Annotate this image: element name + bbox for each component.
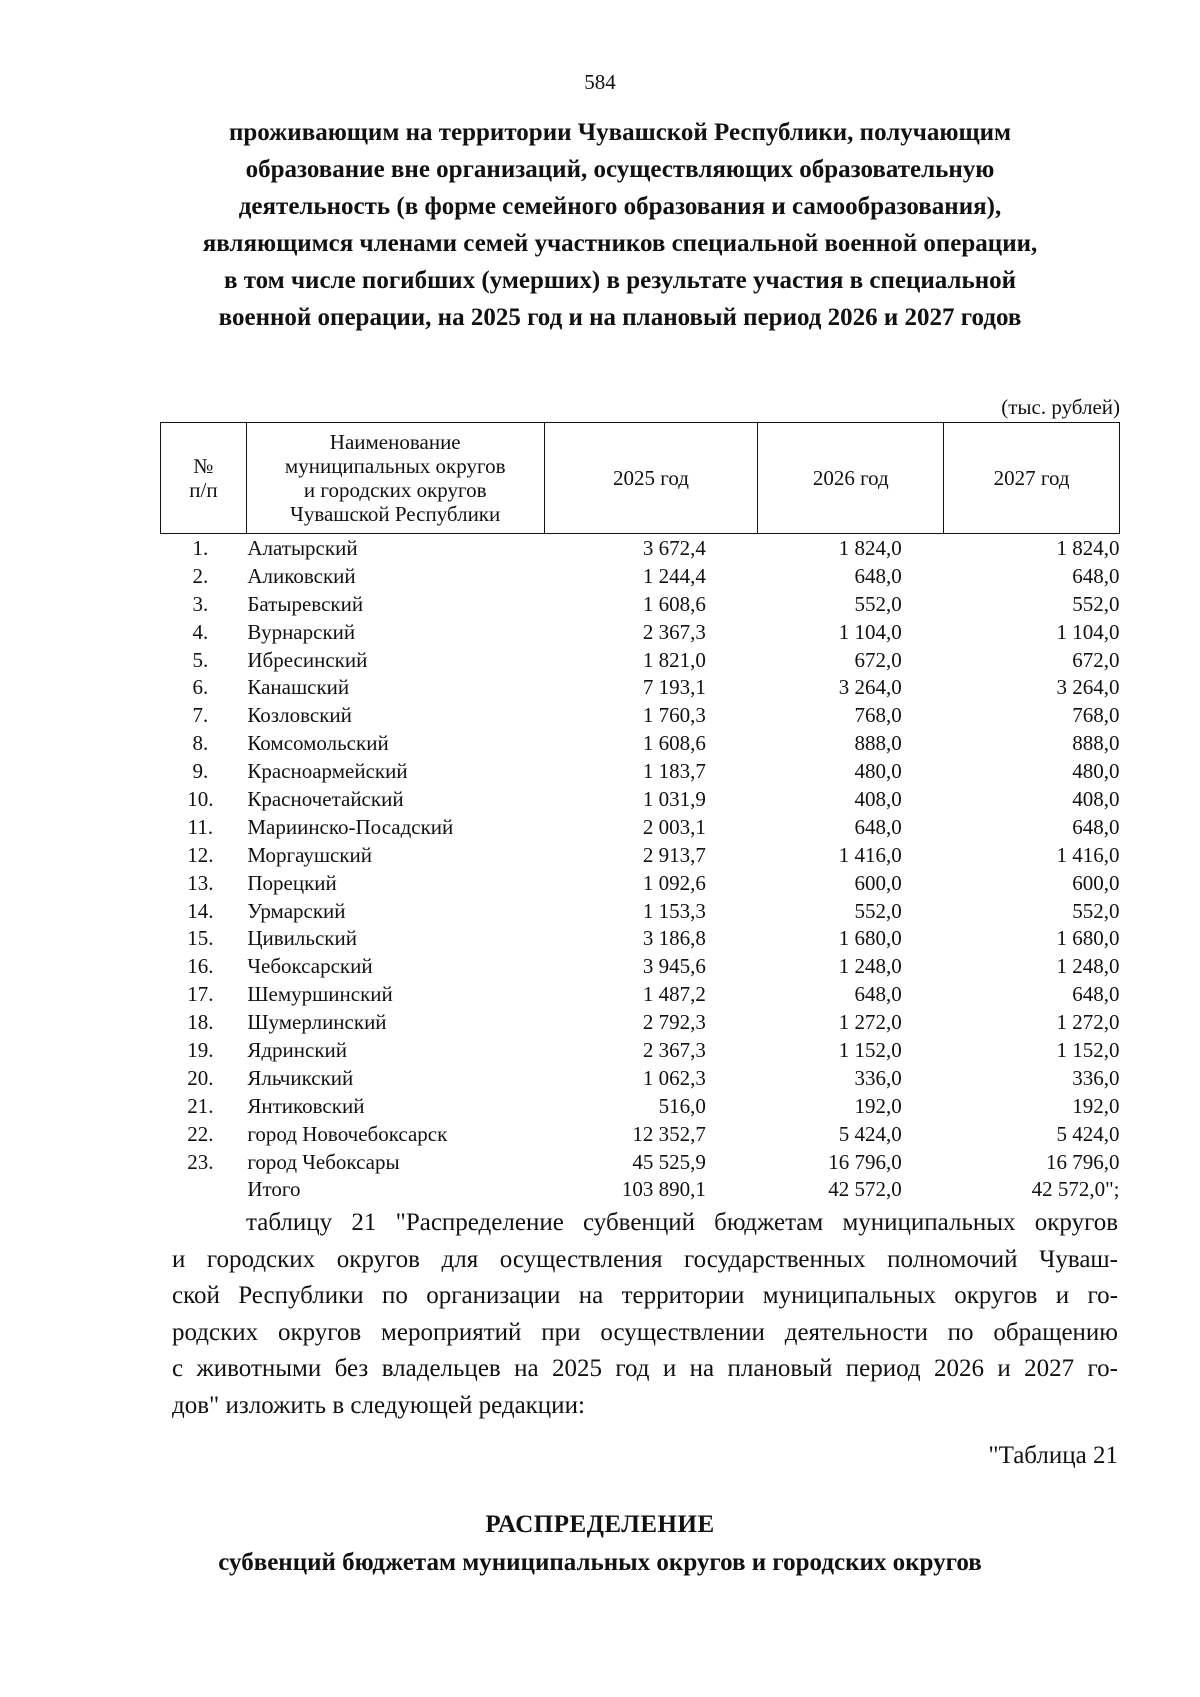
cell-num: 14. bbox=[187, 898, 214, 923]
cell-v2026: 648,0 bbox=[854, 563, 902, 588]
cell-v2027: 1 272,0 bbox=[1056, 1010, 1120, 1035]
table-row bbox=[161, 729, 1120, 757]
table-row bbox=[161, 673, 1120, 701]
table-body bbox=[161, 534, 1120, 1204]
table-row bbox=[161, 1064, 1120, 1092]
table-header-row bbox=[161, 423, 1120, 534]
body-line: с животными без владельцев на 2025 год и на плановый период 2026 и 2027 го- bbox=[172, 1355, 1118, 1382]
cell-v2025: 1 031,9 bbox=[642, 786, 706, 811]
table-row bbox=[161, 590, 1120, 618]
heading-line: являющимся членами семей участников специальной военной операции, bbox=[202, 230, 1038, 257]
heading-line: образование вне организаций, осуществляющих образовательную bbox=[245, 156, 995, 183]
cell-name: Красноармейский bbox=[247, 759, 408, 784]
heading-line: военной операции, на 2025 год и на плановый период 2026 и 2027 годов bbox=[218, 304, 1022, 331]
cell-v2026: 3 264,0 bbox=[838, 675, 902, 700]
header-number-abbr: п/п bbox=[189, 478, 218, 502]
cell-v2025: 1 092,6 bbox=[642, 870, 706, 895]
header-2026: 2026 год bbox=[758, 423, 944, 534]
cell-v2025: 7 193,1 bbox=[642, 675, 706, 700]
table-row bbox=[161, 646, 1120, 674]
cell-v2025: 3 945,6 bbox=[642, 954, 706, 979]
header-2027: 2027 год bbox=[944, 423, 1120, 534]
table-row bbox=[161, 1148, 1120, 1176]
cell-v2025: 1 608,6 bbox=[642, 731, 706, 756]
cell-num: 23. bbox=[187, 1149, 214, 1174]
cell-name: город Чебоксары bbox=[247, 1149, 400, 1174]
heading-line: деятельность (в форме семейного образования и самообразования), bbox=[238, 193, 1002, 220]
cell-v2026: 1 248,0 bbox=[838, 954, 902, 979]
cell-v2026: 600,0 bbox=[854, 870, 902, 895]
cell-num: 8. bbox=[192, 731, 209, 756]
table-row bbox=[161, 1008, 1120, 1036]
cell-v2027: 480,0 bbox=[1072, 759, 1120, 784]
cell-name: Янтиковский bbox=[247, 1093, 365, 1118]
table-row bbox=[161, 897, 1120, 925]
cell-name: Чебоксарский bbox=[247, 954, 373, 979]
body-paragraph bbox=[172, 1205, 1118, 1424]
table-reference: "Таблица 21 bbox=[988, 1442, 1118, 1469]
cell-v2027: 1 104,0 bbox=[1056, 619, 1120, 644]
cell-name: Алатырский bbox=[247, 535, 358, 560]
cell-v2027: 648,0 bbox=[1072, 982, 1120, 1007]
section-title: РАСПРЕДЕЛЕНИЕ bbox=[485, 1511, 715, 1538]
cell-v2027: 600,0 bbox=[1072, 870, 1120, 895]
cell-v2026: 888,0 bbox=[854, 731, 902, 756]
heading-line: в том числе погибших (умерших) в результате участия в специальной bbox=[223, 267, 1017, 294]
total-v2026: 42 572,0 bbox=[828, 1177, 902, 1202]
cell-v2026: 1 152,0 bbox=[838, 1037, 902, 1062]
cell-name: Ядринский bbox=[247, 1037, 348, 1062]
cell-name: Порецкий bbox=[247, 870, 337, 895]
header-number bbox=[161, 423, 247, 534]
header-name-line: Наименование bbox=[329, 430, 461, 454]
cell-v2025: 1 608,6 bbox=[642, 591, 706, 616]
table-row bbox=[161, 785, 1120, 813]
table-row bbox=[161, 534, 1120, 562]
table-row bbox=[161, 757, 1120, 785]
cell-name: Шемуршинский bbox=[247, 982, 393, 1007]
total-row bbox=[161, 1175, 1120, 1203]
cell-name: Ибресинский bbox=[247, 647, 368, 672]
body-line: родских округов мероприятий при осуществлении деятельности по обращению bbox=[172, 1318, 1118, 1346]
section-subtitle: субвенций бюджетам муниципальных округов и городских округов bbox=[218, 1549, 982, 1576]
cell-v2027: 1 248,0 bbox=[1056, 954, 1120, 979]
cell-v2026: 16 796,0 bbox=[828, 1149, 902, 1174]
header-name-line: Чувашской Республики bbox=[290, 502, 501, 526]
cell-num: 4. bbox=[192, 619, 209, 644]
cell-v2027: 1 416,0 bbox=[1056, 842, 1120, 867]
cell-num bbox=[161, 1175, 247, 1203]
cell-num: 19. bbox=[187, 1037, 214, 1062]
body-line: таблицу 21 "Распределение субвенций бюджетам муниципальных округов bbox=[246, 1209, 1118, 1236]
cell-name: Вурнарский bbox=[247, 619, 356, 644]
cell-v2027: 648,0 bbox=[1072, 814, 1120, 839]
table-row bbox=[161, 701, 1120, 729]
header-number-symbol: № bbox=[193, 454, 214, 478]
cell-v2027: 16 796,0 bbox=[1046, 1149, 1120, 1174]
cell-v2025: 1 062,3 bbox=[642, 1065, 706, 1090]
table-row bbox=[161, 1120, 1120, 1148]
cell-num: 1. bbox=[192, 535, 209, 560]
cell-v2027: 1 680,0 bbox=[1056, 926, 1120, 951]
body-line: и городских округов для осуществления государственных полномочий Чуваш- bbox=[172, 1245, 1118, 1273]
table-row bbox=[161, 1036, 1120, 1064]
cell-v2027: 408,0 bbox=[1072, 786, 1120, 811]
cell-v2026: 648,0 bbox=[854, 814, 902, 839]
cell-v2026: 408,0 bbox=[854, 786, 902, 811]
cell-num: 16. bbox=[187, 954, 214, 979]
cell-name: Батыревский bbox=[247, 591, 364, 616]
cell-v2025: 1 760,3 bbox=[642, 703, 706, 728]
cell-v2025: 1 183,7 bbox=[642, 759, 706, 784]
table-row bbox=[161, 980, 1120, 1008]
header-name-line: муниципальных округов bbox=[284, 454, 506, 478]
cell-v2025: 1 821,0 bbox=[642, 647, 706, 672]
cell-name: Цивильский bbox=[247, 926, 357, 951]
body-line: дов" изложить в следующей редакции: bbox=[172, 1391, 585, 1419]
cell-v2027: 5 424,0 bbox=[1056, 1121, 1120, 1146]
subvention-table bbox=[160, 422, 1120, 1203]
cell-v2027: 3 264,0 bbox=[1056, 675, 1120, 700]
cell-v2027: 1 152,0 bbox=[1056, 1037, 1120, 1062]
cell-num: 15. bbox=[187, 926, 214, 951]
cell-v2027: 336,0 bbox=[1072, 1065, 1120, 1090]
total-name: Итого bbox=[247, 1177, 301, 1202]
cell-name: Красночетайский bbox=[247, 786, 404, 811]
cell-v2025: 1 153,3 bbox=[642, 898, 706, 923]
cell-v2026: 480,0 bbox=[854, 759, 902, 784]
cell-v2025: 2 367,3 bbox=[642, 1037, 706, 1062]
cell-v2027: 888,0 bbox=[1072, 731, 1120, 756]
cell-v2027: 672,0 bbox=[1072, 647, 1120, 672]
cell-v2025: 2 792,3 bbox=[642, 1010, 706, 1035]
cell-name: Яльчикский bbox=[247, 1065, 354, 1090]
cell-v2026: 1 416,0 bbox=[838, 842, 902, 867]
cell-num: 13. bbox=[187, 870, 214, 895]
cell-v2026: 768,0 bbox=[854, 703, 902, 728]
header-name-line: и городских округов bbox=[303, 478, 487, 502]
cell-v2026: 1 824,0 bbox=[838, 535, 902, 560]
cell-v2026: 552,0 bbox=[854, 898, 902, 923]
header-name bbox=[246, 423, 544, 534]
table-row bbox=[161, 618, 1120, 646]
cell-num: 21. bbox=[187, 1093, 214, 1118]
cell-v2025: 3 672,4 bbox=[642, 535, 706, 560]
cell-v2025: 1 487,2 bbox=[642, 982, 706, 1007]
cell-v2027: 192,0 bbox=[1072, 1093, 1120, 1118]
heading-line: проживающим на территории Чувашской Республики, получающим bbox=[228, 119, 1012, 146]
cell-name: Козловский bbox=[247, 703, 352, 728]
cell-num: 6. bbox=[192, 675, 209, 700]
cell-num: 11. bbox=[187, 814, 214, 839]
cell-num: 9. bbox=[192, 759, 209, 784]
cell-v2027: 648,0 bbox=[1072, 563, 1120, 588]
cell-num: 7. bbox=[192, 703, 209, 728]
cell-name: Комсомольский bbox=[247, 731, 389, 756]
cell-v2026: 5 424,0 bbox=[838, 1121, 902, 1146]
cell-v2026: 552,0 bbox=[854, 591, 902, 616]
cell-v2026: 1 104,0 bbox=[838, 619, 902, 644]
cell-v2025: 1 244,4 bbox=[642, 563, 706, 588]
cell-v2027: 768,0 bbox=[1072, 703, 1120, 728]
total-v2027: 42 572,0"; bbox=[1031, 1177, 1120, 1202]
cell-num: 10. bbox=[187, 786, 214, 811]
cell-v2026: 648,0 bbox=[854, 982, 902, 1007]
cell-v2025: 516,0 bbox=[658, 1093, 706, 1118]
cell-v2026: 336,0 bbox=[854, 1065, 902, 1090]
table-row bbox=[161, 924, 1120, 952]
cell-v2025: 2 367,3 bbox=[642, 619, 706, 644]
cell-num: 12. bbox=[187, 842, 214, 867]
cell-v2027: 1 824,0 bbox=[1056, 535, 1120, 560]
header-2025: 2025 год bbox=[544, 423, 758, 534]
cell-v2025: 2 913,7 bbox=[642, 842, 706, 867]
cell-v2026: 1 272,0 bbox=[838, 1010, 902, 1035]
page-number: 584 bbox=[584, 70, 616, 94]
cell-num: 17. bbox=[187, 982, 214, 1007]
cell-num: 2. bbox=[192, 563, 209, 588]
cell-num: 5. bbox=[192, 647, 209, 672]
cell-v2026: 192,0 bbox=[854, 1093, 902, 1118]
cell-name: город Новочебоксарск bbox=[247, 1121, 448, 1146]
cell-v2027: 552,0 bbox=[1072, 898, 1120, 923]
cell-num: 18. bbox=[187, 1010, 214, 1035]
table-row bbox=[161, 952, 1120, 980]
cell-num: 3. bbox=[192, 591, 209, 616]
cell-v2026: 1 680,0 bbox=[838, 926, 902, 951]
table-row bbox=[161, 562, 1120, 590]
cell-v2025: 3 186,8 bbox=[642, 926, 706, 951]
cell-num: 22. bbox=[187, 1121, 214, 1146]
units-label: (тыс. рублей) bbox=[1001, 395, 1120, 419]
cell-name: Моргаушский bbox=[247, 842, 373, 867]
table-row bbox=[161, 1092, 1120, 1120]
cell-name: Мариинско-Посадский bbox=[247, 814, 454, 839]
cell-v2025: 12 352,7 bbox=[632, 1121, 706, 1146]
cell-v2026: 672,0 bbox=[854, 647, 902, 672]
cell-v2025: 45 525,9 bbox=[632, 1149, 706, 1174]
body-line: ской Республики по организации на территории муниципальных округов и го- bbox=[172, 1282, 1118, 1309]
table-heading bbox=[140, 114, 1100, 336]
table-row bbox=[161, 869, 1120, 897]
cell-name: Шумерлинский bbox=[247, 1010, 387, 1035]
total-v2025: 103 890,1 bbox=[621, 1177, 706, 1202]
table-row bbox=[161, 813, 1120, 841]
cell-name: Канашский bbox=[247, 675, 350, 700]
table-row bbox=[161, 841, 1120, 869]
cell-v2025: 2 003,1 bbox=[642, 814, 706, 839]
cell-name: Аликовский bbox=[247, 563, 356, 588]
cell-name: Урмарский bbox=[247, 898, 346, 923]
cell-num: 20. bbox=[187, 1065, 214, 1090]
cell-v2027: 552,0 bbox=[1072, 591, 1120, 616]
